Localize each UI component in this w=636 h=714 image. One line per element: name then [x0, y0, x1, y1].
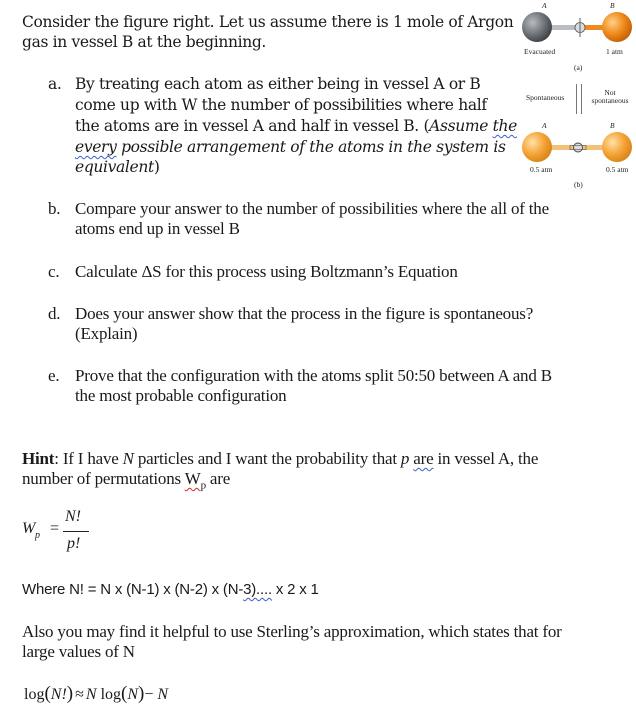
vessel-a-label: A [542, 1, 547, 10]
direction-arrow-icon [576, 84, 582, 114]
question-a-italic-3: equivalent [75, 158, 154, 176]
vessel-a-caption: 0.5 atm [530, 165, 553, 174]
question-label: c. [48, 262, 60, 281]
sterling-formula [24, 683, 168, 705]
vessel-figure [518, 0, 636, 192]
var-N: N [85, 686, 97, 703]
hint-text: in vessel A, the [433, 449, 539, 468]
var-N: N [157, 686, 169, 703]
not-spontaneous-label-1: Not [604, 88, 616, 97]
sterling-line-1: Also you may find it helpful to use Sterling’s approximation, which states that for [22, 622, 562, 641]
question-b-line-1: Compare your answer to the number of possibilities where the all of the [75, 199, 549, 218]
factorial-definition [22, 580, 319, 600]
hint-label: Hint [22, 449, 55, 468]
grammar-flag-the: the [492, 117, 517, 135]
hint-text: are [205, 469, 231, 488]
intro-line-2: gas in vessel B at the beginning. [22, 33, 267, 51]
formula-subscript-p: p [35, 530, 40, 541]
hint-line-1 [22, 449, 538, 469]
question-a-italic-2: possible arrangement of the atoms in the system is [116, 138, 506, 156]
question-d-line-1: Does your answer show that the process in the figure is spontaneous? [75, 304, 534, 323]
question-e-line-1: Prove that the configuration with the atoms split 50:50 between A and B [75, 366, 552, 385]
question-label: b. [48, 199, 61, 218]
var-p: p [400, 449, 410, 468]
question-label: d. [48, 304, 61, 323]
question-a-line-5 [75, 157, 160, 177]
approx-sign: ≈ [75, 686, 84, 703]
factorial-text: x 2 x 1 [271, 581, 319, 598]
grammar-flag-ellipsis: 3).... [243, 581, 272, 598]
paren: ( [121, 683, 128, 704]
permutation-formula [22, 508, 142, 558]
question-b-line-2: atoms end up in vessel B [75, 219, 240, 238]
paren: ( [44, 683, 51, 704]
grammar-flag-are: are [413, 449, 434, 468]
question-d-line-2: (Explain) [75, 324, 138, 343]
factorial-text: Where N! = N x (N-1) x (N-2) x (N- [22, 581, 244, 598]
vessel-a-label: A [542, 121, 547, 130]
vessels-equilibrium-diagram [518, 130, 636, 166]
log-arg: N! [50, 686, 67, 703]
vessel-b-label: B [610, 1, 615, 10]
question-a-text: the atoms are in vessel A and half in vessel B. ( [75, 117, 430, 135]
vessel-b-label: B [610, 121, 615, 130]
hint-line-2 [22, 469, 230, 495]
question-a-close: ) [153, 158, 160, 176]
question-a-line-2: come up with W the number of possibilities where half [75, 96, 487, 114]
spontaneous-label: Spontaneous [526, 93, 565, 102]
question-label: e. [48, 366, 60, 385]
question-c-line-1: Calculate ΔS for this process using Boltzmann’s Equation [75, 262, 458, 281]
panel-a-label: (a) [574, 63, 583, 72]
formula-equals: = [50, 520, 60, 537]
formula-denominator: p! [67, 535, 81, 552]
question-label: a. [48, 75, 62, 93]
fraction-bar [63, 531, 89, 532]
paren: ) [138, 683, 145, 704]
vessel-b-caption: 0.5 atm [606, 165, 629, 174]
question-a-line-1: By treating each atom as either being in vessel A or B [75, 75, 481, 93]
log-fn: log [24, 686, 45, 703]
log-arg: N [127, 686, 139, 703]
vessel-b-caption: 1 atm [606, 47, 623, 56]
var-N: N [122, 449, 134, 468]
hint-text: particles and I want the probability that [133, 449, 401, 468]
question-a-line-3 [75, 116, 517, 136]
spelling-flag-wp: $W_p$ [184, 469, 206, 492]
question-e-line-2: the most probable configuration [75, 386, 287, 405]
vessels-evacuated-diagram [518, 10, 636, 46]
formula-numerator: N! [65, 508, 81, 525]
question-a-line-4 [75, 137, 506, 157]
sterling-line-2: large values of N [22, 642, 135, 661]
intro-line-1: Consider the figure right. Let us assume there is 1 mole of Argon [22, 13, 514, 31]
panel-b-label: (b) [574, 180, 583, 189]
hint-text: : If I have [54, 449, 123, 468]
question-a-italic: Assume [429, 117, 493, 135]
not-spontaneous-label-2: spontaneous [591, 96, 629, 105]
hint-text: number of permutations [22, 469, 185, 488]
grammar-flag-every: every [75, 138, 117, 156]
log-fn: log [100, 686, 122, 703]
vessel-a-caption: Evacuated [524, 47, 556, 56]
paren: ) [66, 683, 74, 704]
formula-W: W [22, 520, 36, 537]
minus-sign: − [144, 686, 154, 703]
